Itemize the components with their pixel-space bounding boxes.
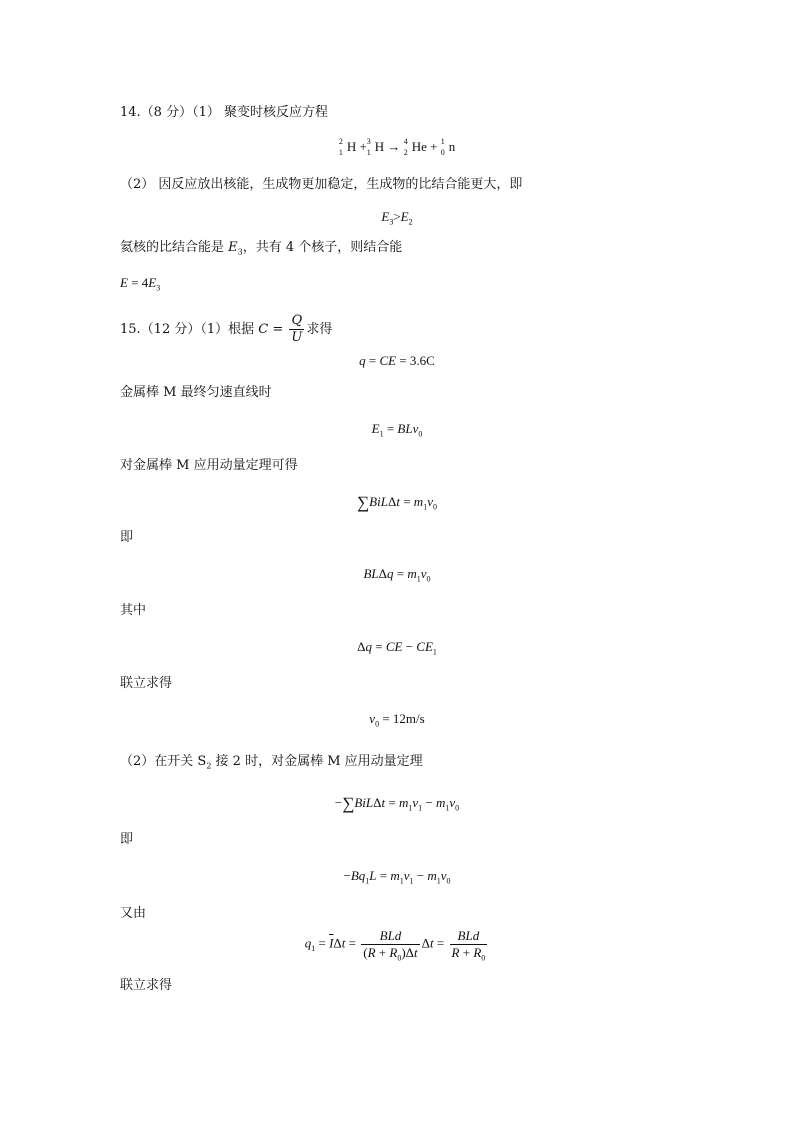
q15-eq-sum2: $-\sum BiL\Delta t = m_1v_1 - m_1v_0$	[334, 794, 460, 813]
q15-text-theorem: 对金属棒 M 应用动量定理可得	[120, 458, 298, 473]
q15-eq-bq1l: $-Bq_1L = m_1v_1 - m_1v_0$	[343, 868, 451, 886]
q15-eq-dq: Δq = CE − $CE_1$	[357, 639, 437, 657]
q14-nuclear-equation: 2 1 H + 3 1 H → 4 2 He + 1 0 n	[338, 137, 456, 158]
q15-eq-v0: $v_0 = 12m/s$	[369, 711, 425, 729]
q14-part2-text: （2） 因反应放出核能，生成物更加稳定，生成物的比结合能更大，即	[120, 177, 523, 192]
text-qizhong: 其中	[120, 603, 147, 618]
q14-header: 14.（8 分）（1） 聚变时核反应方程	[120, 105, 328, 120]
q15-eq-sum: $\sum BiL\Delta t = m_1v_0$	[357, 493, 437, 512]
text-ji-1: 即	[120, 530, 134, 545]
q15-eq-e1: $E_1 = BLv_0$	[371, 421, 423, 439]
text-lianli-1: 联立求得	[120, 676, 173, 691]
q15-eq-q: q = CE = 3.6C	[359, 353, 435, 368]
q15-eq-bldq: $BL\Delta q = m_1v_0$	[363, 566, 431, 584]
q15-part2-text: （2）在开关 $S_2$ 接 2 时，对金属棒 M 应用动量定理	[120, 754, 423, 771]
q14-binding-energy: $E = 4E_3$	[120, 275, 161, 293]
q15-header: 15.（12 分）（1）根据 C = $\frac{Q}{U}$ 求得	[120, 313, 333, 345]
text-youyou: 又由	[120, 906, 147, 921]
text-lianli-2: 联立求得	[120, 978, 173, 993]
q15-eq-q1: $q_1 = \overline{I}\Delta t$ = $\frac{\text{BLd}}{(R + R_0)\Delta t}$ Δt = $\frac{\text{BLd}}{R + R_0}$	[304, 928, 486, 963]
q14-inequality: $E_3>E_2$	[381, 209, 413, 227]
q14-helium-text: 氦核的比结合能是 $E_3$，共有 4 个核子，则结合能	[120, 240, 403, 257]
text-ji-2: 即	[120, 832, 134, 847]
q15-text-m: 金属棒 M 最终匀速直线时	[120, 385, 272, 400]
